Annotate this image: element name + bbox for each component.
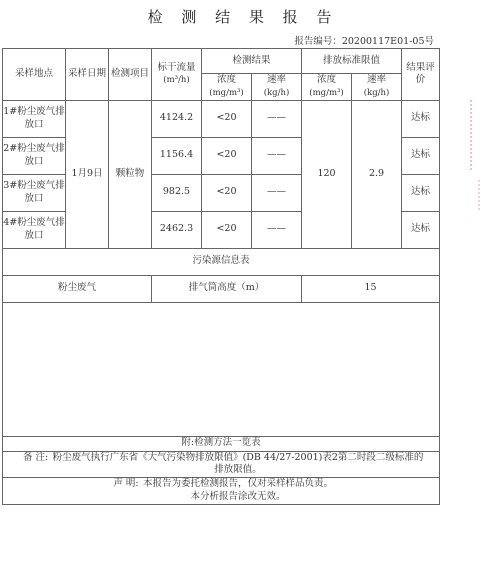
row-eval: 达标 [402,137,440,174]
header-eval: 结果评价 [402,49,440,101]
stack-height-label: 排气筒高度（m） [152,275,302,302]
remarks-line2: 排放限值。 [214,464,262,476]
header-result-rate: 速率 (kg/h) [252,74,302,101]
row-flow: 982.5 [152,174,202,211]
header-limit-rate: 速率 (kg/h) [352,74,402,101]
row-location: 2#粉尘废气排放口 [3,137,66,174]
header-item: 检测项目 [109,49,152,101]
remarks [3,451,440,478]
seal-stamp-edge [478,180,486,210]
row-eval: 达标 [402,174,440,211]
row-eval: 达标 [402,211,440,248]
row-conc: <20 [202,100,252,137]
row-rate: —— [252,100,302,137]
header-date: 采样日期 [66,49,109,101]
statement [3,478,440,505]
remarks-line1: 粉尘废气执行广东省《大气污染物排放限值》(DB 44/27-2001)表2第二时段二级标准的 [52,451,424,463]
row-conc: <20 [202,211,252,248]
row-location: 1#粉尘废气排放口 [3,100,66,137]
pollution-source-name: 粉尘废气 [3,275,152,302]
method-list-label: 附:检测方法一览表 [3,436,440,451]
report-title: 检 测 结 果 报 告 [147,8,339,26]
row-location: 4#粉尘废气排放口 [3,211,66,248]
row-flow: 1156.4 [152,137,202,174]
seal-stamp-edge [470,100,486,170]
statement-line1: 本报告为委托检测报告，仅对采样样品负责。 [143,478,334,490]
limit-conc: 120 [302,100,352,248]
blank-area [3,302,440,436]
table-row [3,100,440,137]
row-conc: <20 [202,137,252,174]
stack-height-value: 15 [302,275,440,302]
header-flow [152,49,202,101]
remarks-label: 备 注: [22,451,49,463]
row-rate: —— [252,137,302,174]
header-flow-label: 标干流量 [157,61,196,73]
pollution-source-title: 污染源信息表 [3,248,440,275]
statement-label: 声 明: [113,478,139,490]
header-result-conc: 浓度 (mg/m³) [202,74,252,101]
report-number: 报告编号：20200117E01-05号 [294,36,434,47]
row-rate: —— [252,174,302,211]
test-item: 颗粒物 [109,100,152,248]
row-flow: 2462.3 [152,211,202,248]
row-eval: 达标 [402,100,440,137]
statement-line2: 本分析报告涂改无效。 [190,491,286,503]
header-location: 采样地点 [3,49,66,101]
row-flow: 4124.2 [152,100,202,137]
row-location: 3#粉尘废气排放口 [3,174,66,211]
header-result: 检测结果 [202,49,302,74]
sampling-date: 1月9日 [66,100,109,248]
limit-rate: 2.9 [352,100,402,248]
test-results-table [2,48,440,505]
row-conc: <20 [202,174,252,211]
header-limit: 排放标准限值 [302,49,402,74]
header-flow-unit: (m³/h) [163,75,190,86]
header-limit-conc: 浓度 (mg/m³) [302,74,352,101]
row-rate: —— [252,211,302,248]
